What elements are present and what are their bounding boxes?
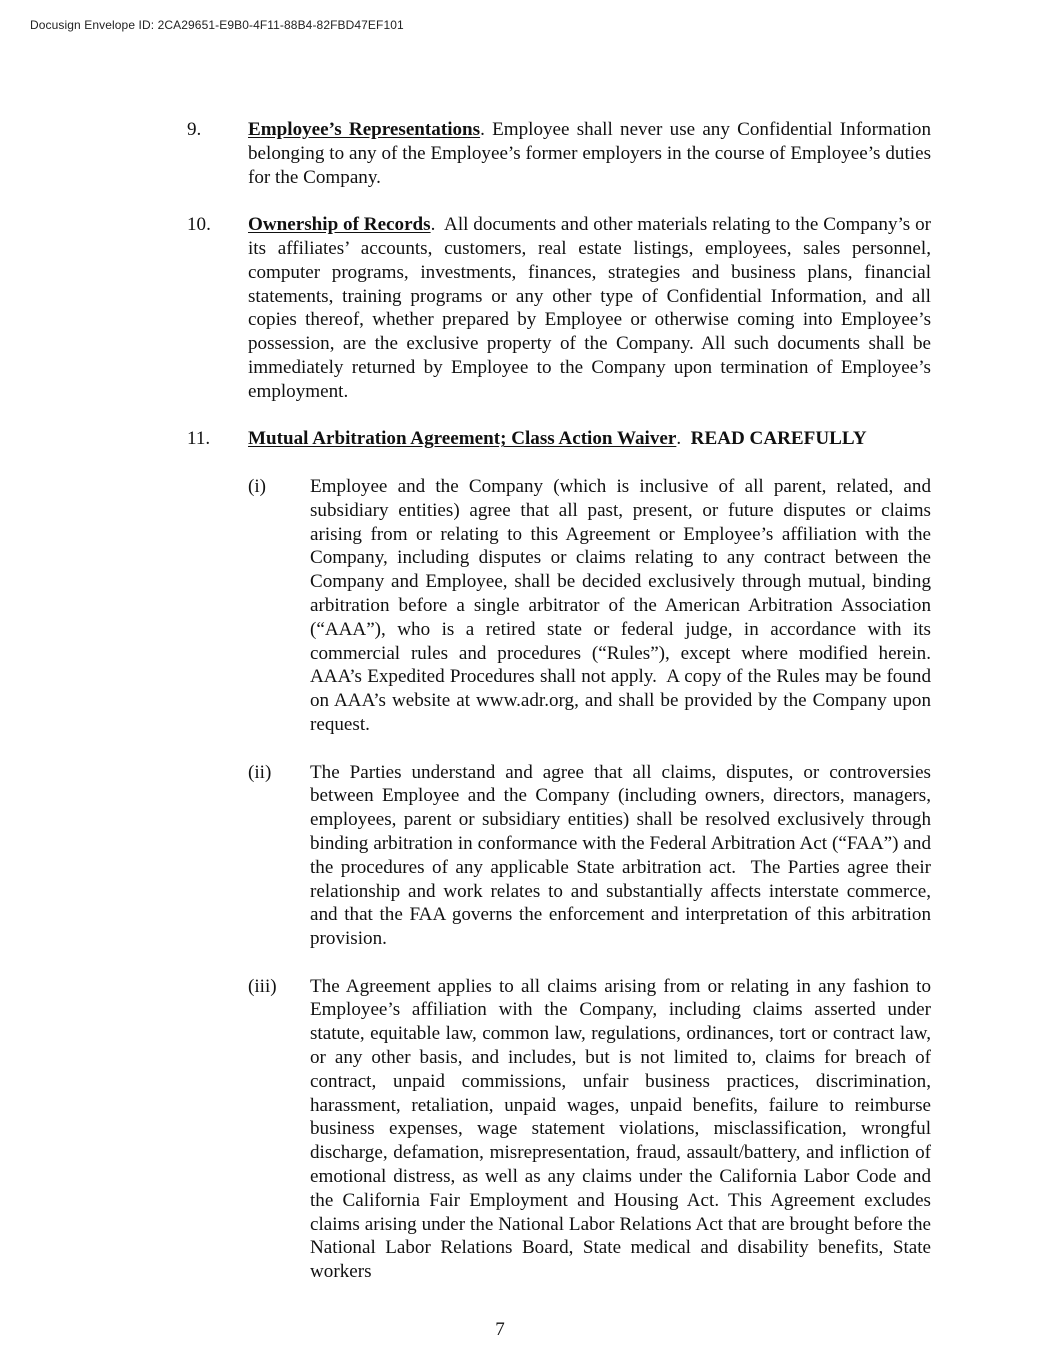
section-heading: Mutual Arbitration Agreement; Class Action Waiver	[248, 428, 677, 450]
docusign-envelope-id: Docusign Envelope ID: 2CA29651-E9B0-4F11-88B4-82FBD47EF101	[30, 18, 404, 32]
subitem-number: (iii)	[248, 975, 277, 997]
section-body	[248, 427, 931, 451]
section-number: 10.	[187, 214, 211, 236]
section-body	[248, 118, 931, 189]
heading-punctuation: .	[480, 119, 493, 140]
section-number: 9.	[187, 119, 202, 140]
section-11-mutual-arbitration	[187, 427, 931, 451]
subitem-iii	[248, 975, 931, 1284]
section-9-employee-representations	[187, 118, 931, 189]
arbitration-subitems	[248, 475, 941, 1284]
page-number: 7	[495, 1319, 505, 1340]
subitem-ii	[248, 761, 936, 951]
subitem-i	[248, 475, 941, 737]
subitem-text: Employee and the Company (which is inclusive of all parent, related, and subsidiary entities) agree that all past, present, or future disputes or claims arising from or relating to this Agreement or Employee’s affiliation with the Company, including disputes or claims relating to any contract between the Company and Employee, shall be decided exclusively through mutual, binding arbitration before a single arbitrator of the American Arbitration Association (“AAA”), who is a retired state or federal judge, in accordance with its commercial rules and procedures (“Rules”), except where modified herein. AAA’s Expedited Procedures shall not apply. A copy of the Rules may be found on AAA’s website at www.adr.org, and shall be provided by the Company upon request.	[310, 475, 941, 735]
heading-punctuation: .	[430, 214, 445, 236]
section-body	[248, 213, 931, 403]
subitem-number: (ii)	[248, 761, 272, 783]
section-text: Employee shall never use any Confidential Information belonging to any of the Employee’s former employers in the course of Employee’s duties for the Company.	[248, 119, 931, 188]
section-10-ownership-of-records	[187, 213, 931, 403]
subitem-text: The Parties understand and agree that all claims, disputes, or controversies between Employee and the Company (including owners, directors, managers, employees, parent or subsidiary entities) shall be resolved exclusively through binding arbitration in conformance with the Federal Arbitration Act (“FAA”) and the procedures of any applicable State arbitration act. The Parties agree their relationship and work relates to and substantially affects interstate commerce, and that the FAA governs the enforcement and interpretation of this arbitration provision.	[310, 761, 936, 950]
subitem-text: The Agreement applies to all claims arising from or relating in any fashion to Employee’s affiliation with the Company, including claims asserted under statute, equitable law, common law, regulations, ordinances, tort or contract law, or any other basis, and includes, but is not limited to, claims for breach of contract, unpaid commissions, unfair business practices, discrimination, harassment, retaliation, unpaid wages, unpaid benefits, failure to reimburse business expenses, wage statement violations, misclassification, wrongful discharge, defamation, misrepresentation, fraud, assault/battery, and infliction of emotional distress, as well as any claims under the California Labor Code and the California Fair Employment and Housing Act. This Agreement excludes claims arising under the National Labor Relations Act that are brought before the National Labor Relations Board, State medical and disability benefits, State workers	[310, 975, 931, 1283]
subitem-number: (i)	[248, 475, 267, 497]
heading-punctuation: .	[676, 428, 691, 450]
read-carefully-notice: READ CAREFULLY	[690, 428, 867, 450]
section-heading: Employee’s Representations	[248, 119, 481, 140]
section-text: All documents and other materials relating to the Company’s or its affiliates’ accounts, customers, real estate listings, employees, sales personnel, computer programs, investments, finances, strategies and business plans, financial statements, training programs or any other type of Confidential Information, and all copies thereof, whether prepared by Employee or otherwise coming into Employee’s possession, are the exclusive property of the Company. All such documents shall be immediately returned by Employee to the Company upon termination of Employee’s employment.	[248, 214, 931, 402]
section-number: 11.	[187, 428, 211, 450]
document-page-body	[187, 118, 941, 1308]
section-heading: Ownership of Records	[248, 214, 431, 236]
